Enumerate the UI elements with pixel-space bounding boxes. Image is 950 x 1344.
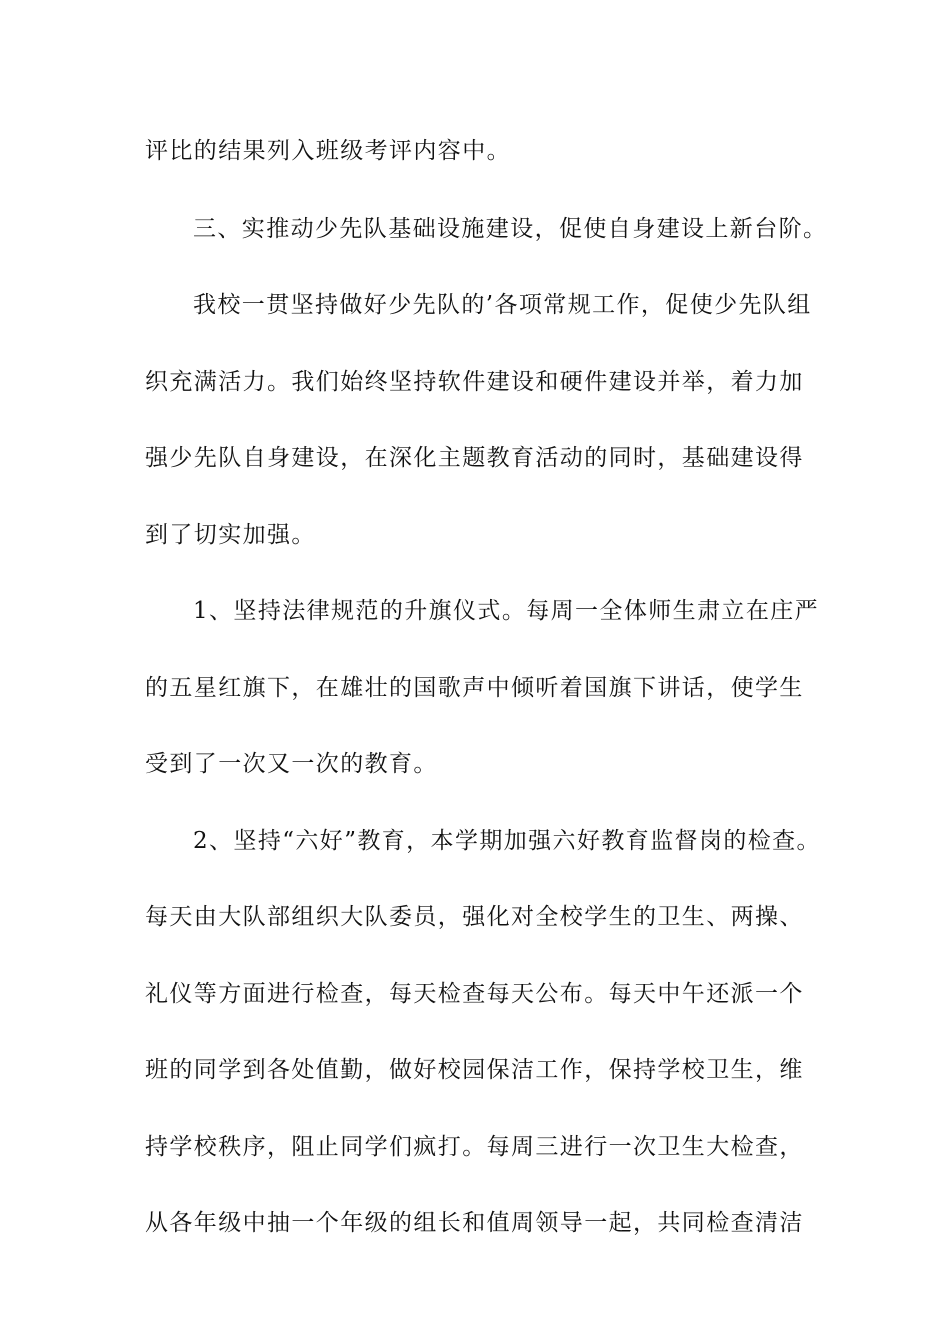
text-line: 到了切实加强。 xyxy=(145,522,316,548)
text-line: 的五星红旗下，在雄壮的国歌声中倾听着国旗下讲话，使学生 xyxy=(145,675,804,701)
text-line: 持学校秩序，阻止同学们疯打。每周三进行一次卫生大检查， xyxy=(145,1134,804,1160)
text-line: 强少先队自身建设，在深化主题教育活动的同时，基础建设得 xyxy=(145,445,804,471)
text-line: 从各年级中抽一个年级的组长和值周领导一起，共同检查清洁 xyxy=(145,1210,804,1236)
text-line: 织充满活力。我们始终坚持软件建设和硬件建设并举，着力加 xyxy=(145,369,804,395)
text-line: 班的同学到各处值勤，做好校园保洁工作，保持学校卫生，维 xyxy=(145,1057,804,1083)
list-item-1: 1、坚持法律规范的升旗仪式。每周一全体师生肃立在庄严 xyxy=(193,598,820,624)
text-line: 礼仪等方面进行检查，每天检查每天公布。每天中午还派一个 xyxy=(145,981,804,1007)
text-line: 受到了一次又一次的教育。 xyxy=(145,751,438,777)
text-line: 每天由大队部组织大队委员，强化对全校学生的卫生、两操、 xyxy=(145,904,804,930)
list-item-2: 2、坚持“六好”教育，本学期加强六好教育监督岗的检查。 xyxy=(193,828,821,854)
text-line: 评比的结果列入班级考评内容中。 xyxy=(145,138,511,164)
text-line: 我校一贯坚持做好少先队的’各项常规工作，促使少先队组 xyxy=(193,292,812,318)
section-heading: 三、实推动少先队基础设施建设，促使自身建设上新台阶。 xyxy=(193,216,828,242)
